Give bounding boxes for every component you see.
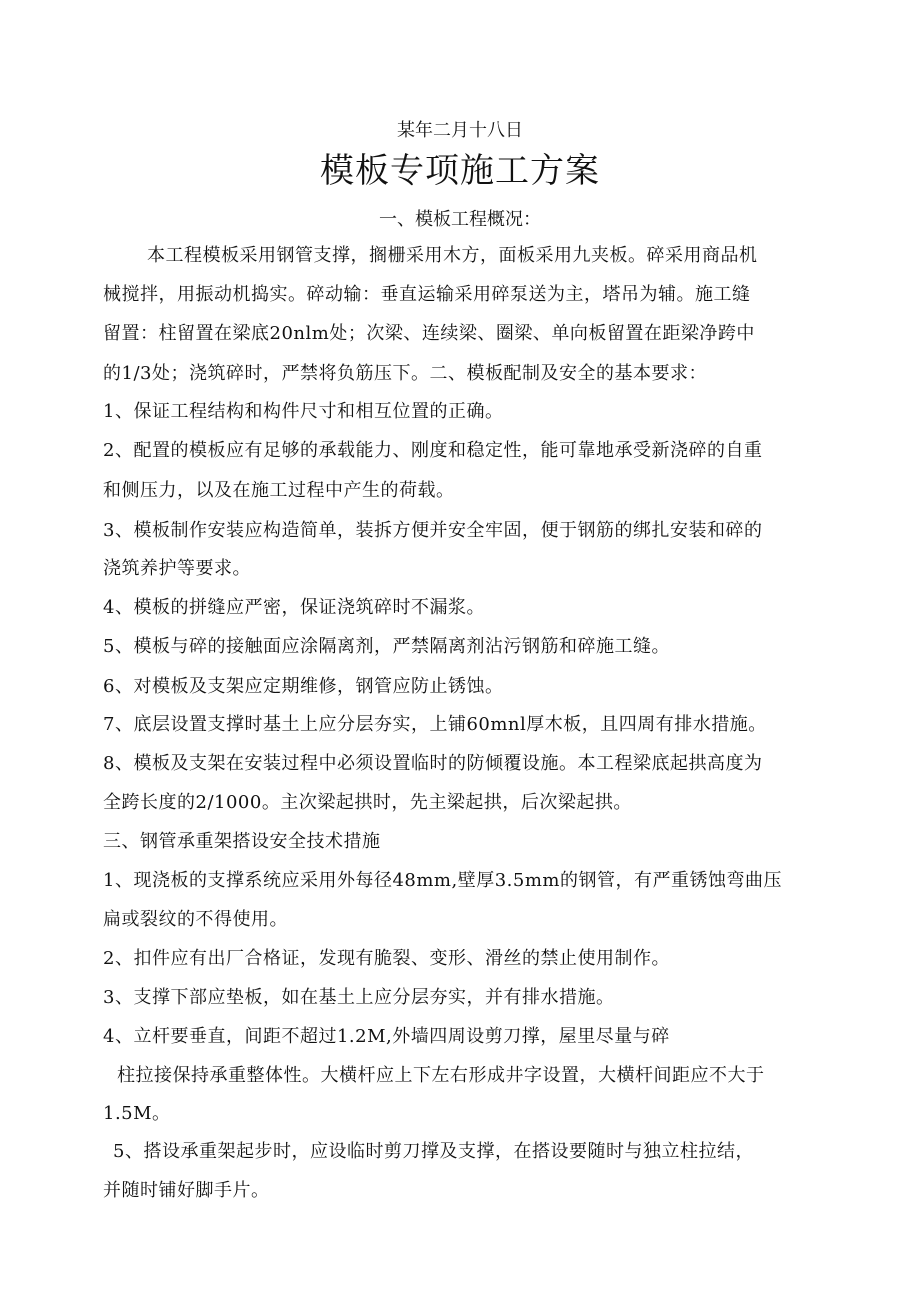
list-item-continuation: 浇筑养护等要求。 bbox=[103, 558, 251, 579]
section-heading-scaffold: 三、钢管承重架搭设安全技术措施 bbox=[103, 831, 381, 852]
list-item-continuation: 扁或裂纹的不得使用。 bbox=[103, 909, 288, 930]
document-title: 模板专项施工方案 bbox=[320, 151, 600, 191]
list-item: 4、模板的拼缝应严密，保证浇筑碎时不漏浆。 bbox=[103, 597, 485, 618]
list-item: 3、支撑下部应垫板，如在基土上应分层夯实，并有排水措施。 bbox=[103, 987, 615, 1008]
list-item-continuation: 并随时铺好脚手片。 bbox=[103, 1180, 270, 1201]
list-item: 6、对模板及支架应定期维修，钢管应防止锈蚀。 bbox=[103, 676, 504, 697]
list-item-continuation: 1.5M。 bbox=[103, 1103, 171, 1124]
list-item: 3、模板制作安装应构造简单，装拆方便并安全牢固，便于钢筋的绑扎安装和碎的 bbox=[103, 520, 763, 541]
list-item: 5、搭设承重架起步时，应设临时剪刀撑及支撑，在搭设要随时与独立柱拉结， bbox=[113, 1141, 754, 1162]
list-item: 4、立杆要垂直，间距不超过1.2M,外墙四周设剪刀撑，屋里尽量与碎 bbox=[103, 1026, 670, 1047]
list-item: 5、模板与碎的接触面应涂隔离剂，严禁隔离剂沾污钢筋和碎施工缝。 bbox=[103, 636, 670, 657]
list-item: 2、配置的模板应有足够的承载能力、刚度和稳定性，能可靠地承受新浇碎的自重 bbox=[103, 440, 763, 461]
document-date: 某年二月十八日 bbox=[397, 120, 523, 141]
paragraph-line: 的1/3处；浇筑碎时，严禁将负筋压下。二、模板配制及安全的基本要求： bbox=[103, 363, 707, 384]
list-item: 1、现浇板的支撑系统应采用外每径48mm,壁厚3.5mm的钢管，有严重锈蚀弯曲压 bbox=[103, 870, 782, 891]
list-item: 7、底层设置支撑时基土上应分层夯实，上铺60mnl厚木板，且四周有排水措施。 bbox=[103, 714, 767, 735]
paragraph-line: 械搅拌，用振动机捣实。碎动输：垂直运输采用碎泵送为主，塔吊为辅。施工缝 bbox=[103, 284, 751, 305]
list-item-continuation: 柱拉接保持承重整体性。大横杆应上下左右形成井字设置，大横杆间距应不大于 bbox=[117, 1065, 765, 1086]
list-item: 1、保证工程结构和构件尺寸和相互位置的正确。 bbox=[103, 401, 504, 422]
list-item-continuation: 和侧压力，以及在施工过程中产生的荷载。 bbox=[103, 480, 455, 501]
paragraph-line: 留置：柱留置在梁底20nlm处；次梁、连续梁、圈梁、单向板留置在距梁净跨中 bbox=[103, 323, 755, 344]
section-heading-overview: 一、模板工程概况： bbox=[379, 209, 541, 230]
list-item-continuation: 全跨长度的2/1000。主次梁起拱时，先主梁起拱，后次梁起拱。 bbox=[103, 792, 632, 813]
list-item: 8、模板及支架在安装过程中必须设置临时的防倾覆设施。本工程梁底起拱高度为 bbox=[103, 753, 763, 774]
paragraph-line: 本工程模板采用钢管支撑，搁栅采用木方，面板采用九夹板。碎采用商品机 bbox=[147, 245, 758, 266]
list-item: 2、扣件应有出厂合格证，发现有脆裂、变形、滑丝的禁止使用制作。 bbox=[103, 948, 670, 969]
